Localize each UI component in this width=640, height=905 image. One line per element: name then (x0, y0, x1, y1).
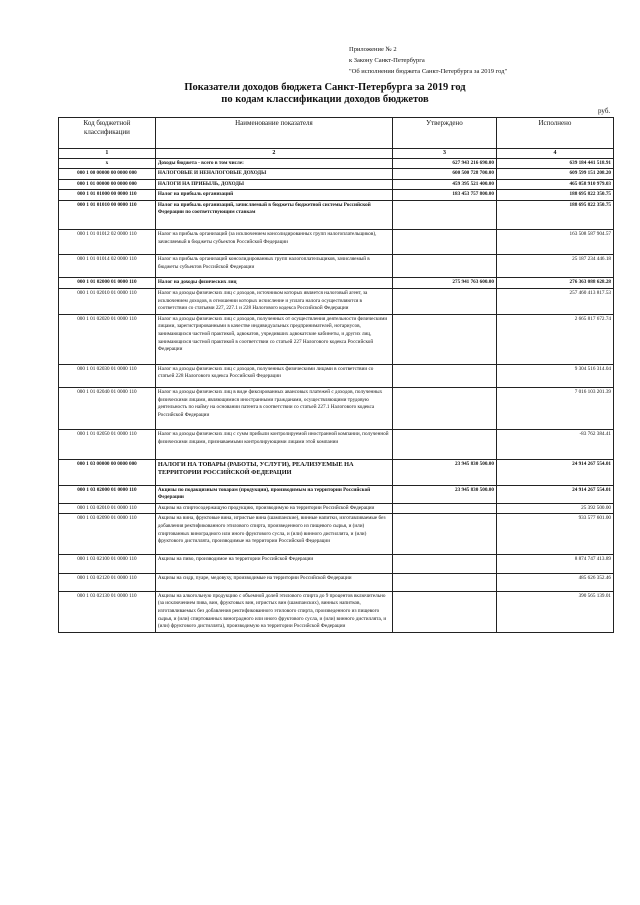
row-name: Налог на доходы физических лиц с доходов, источником которых является налоговый агент, за исключением доходов, в отношении которых исчисление и уплата налога осуществляются в соответствии со статьями 227, 227.1 и 228 Налогового кодекса Российской Федерации (155, 289, 392, 315)
document-title-line1: Показатели доходов бюджета Санкт-Петербурга за 2019 год (184, 82, 466, 93)
row-name: Налог на доходы физических лиц в виде фиксированных авансовых платежей с доходов, полученных физическими лицами, являющимися иностранными гражданами, осуществляющими трудовую деятельность по найму на основании патента в соответствии со статьей 227.1 Налогового кодекса Российской Федерации (155, 387, 392, 429)
table-row (59, 485, 614, 503)
table-row (59, 387, 614, 429)
table-row (59, 200, 614, 229)
row-executed: 609 599 151 208.20 (496, 169, 613, 180)
row-name: Акцизы на вина, фруктовые вина, игристые вина (шампанские), винные напитки, изготавливаемые без добавления ректификованного этилового спирта, произведенного из пищевого сырья, и (или) спиртованных виноградного или иного фруктового сусла, и (или) винного дистиллята, и (или) фруктового дистиллята, производимые на территории Российской Федерации (155, 514, 392, 554)
row-executed: 7 016 103 201.39 (496, 387, 613, 429)
table-row (59, 459, 614, 485)
header-approved: Утверждено (392, 118, 496, 149)
row-code: 000 1 03 02000 01 0000 110 (59, 485, 156, 503)
row-approved (392, 503, 496, 514)
row-code: 000 1 00 00000 00 0000 000 (59, 169, 156, 180)
row-approved (392, 554, 496, 574)
index-col-1: 1 (59, 149, 156, 159)
row-approved (392, 591, 496, 632)
row-code: 000 1 01 02050 01 0000 110 (59, 430, 156, 459)
table-body (59, 158, 614, 632)
row-name: НАЛОГОВЫЕ И НЕНАЛОГОВЫЕ ДОХОДЫ (155, 169, 392, 180)
table-row (59, 430, 614, 459)
row-code: 000 1 03 02010 01 0000 110 (59, 503, 156, 514)
row-code: 000 1 01 01010 00 0000 110 (59, 200, 156, 229)
table-row (59, 591, 614, 632)
row-name: Налог на прибыль организаций (155, 190, 392, 201)
row-executed: 2 665 817 672.74 (496, 314, 613, 364)
table-row (59, 289, 614, 315)
column-index-row (59, 149, 614, 159)
table-header-row (59, 118, 614, 149)
row-approved (392, 200, 496, 229)
table-row (59, 179, 614, 190)
row-executed: 25 392 500.00 (496, 503, 613, 514)
index-col-4: 4 (496, 149, 613, 159)
row-code: 000 1 01 01000 00 0000 110 (59, 190, 156, 201)
row-approved: 275 941 763 600.00 (392, 278, 496, 289)
row-approved: 600 500 728 700.00 (392, 169, 496, 180)
row-code: 000 1 01 00000 00 0000 000 (59, 179, 156, 190)
row-approved (392, 289, 496, 315)
row-approved: 627 943 216 690.00 (392, 158, 496, 169)
index-col-3: 3 (392, 149, 496, 159)
table-row (59, 574, 614, 592)
row-name: НАЛОГИ НА ПРИБЫЛЬ, ДОХОДЫ (155, 179, 392, 190)
row-code: 000 1 01 02030 01 0000 110 (59, 364, 156, 387)
row-name: Акцизы на сидр, пуаре, медовуху, производимые на территории Российской Федерации (155, 574, 392, 592)
row-code: 000 1 01 02010 01 0000 110 (59, 289, 156, 315)
row-approved (392, 430, 496, 459)
row-name: Налог на прибыль организаций (за исключением консолидированных групп налогоплательщиков), зачисляемый в бюджеты субъектов Российской Федерации (155, 230, 392, 255)
table-row (59, 314, 614, 364)
table-row (59, 169, 614, 180)
document-title-line2: по кодам классификации доходов бюджетов (221, 93, 429, 105)
table-row (59, 503, 614, 514)
row-name: Налог на доходы физических лиц (155, 278, 392, 289)
table-row (59, 158, 614, 169)
row-executed: 24 914 267 554.01 (496, 485, 613, 503)
row-executed: 390 565 139.01 (496, 591, 613, 632)
row-name: Налог на доходы физических лиц с сумм прибыли контролируемой иностранной компании, полученной физическими лицами, признаваемыми контролирующими лицами этой компании (155, 430, 392, 459)
appendix-law: к Закону Санкт-Петербурга (349, 57, 425, 64)
row-approved: 23 945 830 500.00 (392, 485, 496, 503)
row-name: Доходы бюджета - всего в том числе: (155, 158, 392, 169)
row-executed: 188 695 822 350.75 (496, 200, 613, 229)
header-code: Код бюджетной классификации (59, 118, 156, 149)
row-approved (392, 255, 496, 278)
row-name: Налог на доходы физических лиц с доходов, полученных от осуществления деятельности физическими лицами, зарегистрированными в качестве индивидуальных предпринимателей, нотариусов, занимающихся частной практикой, адвокатов, учредивших адвокатские кабинеты, и других лиц, занимающихся частной практикой в соответствии со статьей 227 Налогового кодекса Российской Федерации (155, 314, 392, 364)
row-name: Акцизы на спиртосодержащую продукцию, производимую на территории Российской Федерации (155, 503, 392, 514)
row-executed: 188 695 822 350.75 (496, 190, 613, 201)
row-executed: 8 874 747 413.89 (496, 554, 613, 574)
revenue-table (58, 117, 614, 633)
table-row (59, 230, 614, 255)
row-executed: 465 058 910 979.03 (496, 179, 613, 190)
row-name: Акцизы на алкогольную продукцию с объемной долей этилового спирта до 9 процентов включительно (за исключением пива, вин, фруктовых вин, игристых вин (шампанских), винных напитков, изготавливаемых без добавления ректификованного этилового спирта, произведенного из пищевого сырья, и (или) спиртованных виноградного или иного фруктового сусла, и (или) винного дистиллята, и (или) фруктового дистиллята), производимую на территории Российской Федерации (155, 591, 392, 632)
document-title (140, 82, 510, 105)
row-approved: 459 395 521 400.00 (392, 179, 496, 190)
row-code: 000 1 01 02040 01 0000 110 (59, 387, 156, 429)
row-code: 000 1 03 02120 01 0000 110 (59, 574, 156, 592)
row-code: 000 1 03 00000 00 0000 000 (59, 459, 156, 485)
row-approved: 183 453 757 800.00 (392, 190, 496, 201)
row-name: НАЛОГИ НА ТОВАРЫ (РАБОТЫ, УСЛУГИ), РЕАЛИЗУЕМЫЕ НА ТЕРРИТОРИИ РОССИЙСКОЙ ФЕДЕРАЦИИ (155, 459, 392, 485)
row-approved (392, 364, 496, 387)
row-code: 000 1 01 02020 01 0000 110 (59, 314, 156, 364)
row-executed: -83 762 384.41 (496, 430, 613, 459)
row-executed: 639 184 441 518.91 (496, 158, 613, 169)
row-executed: 276 363 088 628.28 (496, 278, 613, 289)
row-name: Налог на доходы физических лиц с доходов, полученных физическими лицами в соответствии со статьей 228 Налогового кодекса Российской Федерации (155, 364, 392, 387)
table-row (59, 364, 614, 387)
row-code: x (59, 158, 156, 169)
row-approved (392, 230, 496, 255)
row-code: 000 1 03 02090 01 0000 110 (59, 514, 156, 554)
row-code: 000 1 03 02130 01 0000 110 (59, 591, 156, 632)
appendix-number: Приложение № 2 (349, 46, 397, 53)
header-name: Наименование показателя (155, 118, 392, 149)
row-executed: 9 304 516 314.04 (496, 364, 613, 387)
row-code: 000 1 03 02100 01 0000 110 (59, 554, 156, 574)
header-executed: Исполнено (496, 118, 613, 149)
row-executed: 24 914 267 554.01 (496, 459, 613, 485)
currency-unit: руб. (598, 107, 611, 115)
index-col-2: 2 (155, 149, 392, 159)
row-approved (392, 514, 496, 554)
row-code: 000 1 01 02000 01 0000 110 (59, 278, 156, 289)
row-name: Налог на прибыль организаций консолидированных групп налогоплательщиков, зачисляемый в бюджеты субъектов Российской Федерации (155, 255, 392, 278)
row-executed: 257 460 413 817.53 (496, 289, 613, 315)
row-approved: 23 945 830 500.00 (392, 459, 496, 485)
appendix-note (349, 44, 589, 77)
table-row (59, 278, 614, 289)
row-name: Налог на прибыль организаций, зачисляемый в бюджеты бюджетной системы Российской Федерации по соответствующим ставкам (155, 200, 392, 229)
table-row (59, 514, 614, 554)
row-code: 000 1 01 01014 02 0000 110 (59, 255, 156, 278)
row-name: Акцизы на пиво, производимое на территории Российской Федерации (155, 554, 392, 574)
row-executed: 25 187 234 446.18 (496, 255, 613, 278)
row-approved (392, 387, 496, 429)
row-name: Акцизы по подакцизным товарам (продукции), производимым на территории Российской Федерации (155, 485, 392, 503)
appendix-law-title: "Об исполнении бюджета Санкт-Петербурга за 2019 год" (349, 68, 508, 75)
row-approved (392, 574, 496, 592)
table-row (59, 255, 614, 278)
row-approved (392, 314, 496, 364)
table-row (59, 554, 614, 574)
row-executed: 485 626 352.46 (496, 574, 613, 592)
row-code: 000 1 01 01012 02 0000 110 (59, 230, 156, 255)
table-row (59, 190, 614, 201)
row-executed: 163 508 587 904.57 (496, 230, 613, 255)
row-executed: 933 577 601.00 (496, 514, 613, 554)
